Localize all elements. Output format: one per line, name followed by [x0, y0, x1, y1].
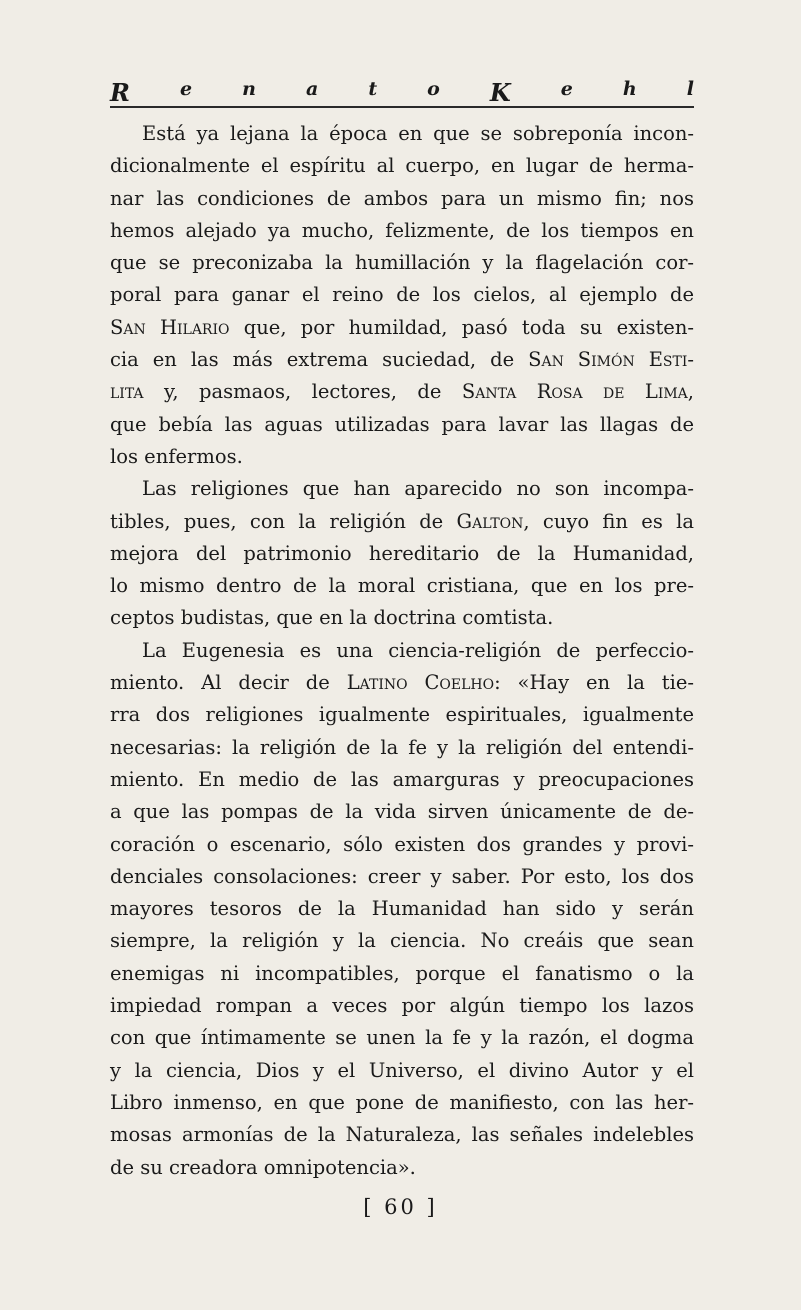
- text-line: [110, 247, 694, 279]
- text-line: [110, 506, 694, 538]
- text-line: [110, 1119, 694, 1151]
- text-line: [110, 699, 694, 731]
- text-line: [110, 893, 694, 925]
- text-line: [110, 118, 694, 150]
- text-run: a que las pompas de la vida sirven únicamente de de-: [110, 800, 694, 824]
- text-run: tibles, pues, con la religión de: [110, 509, 457, 533]
- proper-name: lita: [110, 380, 144, 404]
- text-run: que se preconizaba la humillación y la flagelación cor-: [110, 251, 694, 275]
- text-run: hemos alejado ya mucho, felizmente, de los tiempos en: [110, 218, 694, 242]
- text-line: [110, 732, 694, 764]
- text-run: La Eugenesia es una ciencia-religión de perfeccio-: [142, 638, 694, 662]
- text-line: [110, 796, 694, 828]
- proper-name: Latino Coelho: [346, 671, 495, 695]
- text-run: y, pasmaos, lectores, de: [143, 380, 462, 404]
- text-line: [110, 1055, 694, 1087]
- running-head-letter: n: [242, 78, 256, 100]
- text-line: [110, 861, 694, 893]
- text-run: mayores tesoros de la Humanidad han sido y serán: [110, 897, 694, 921]
- running-head-letter: e: [560, 78, 573, 100]
- body-text: [110, 118, 694, 1184]
- text-line: [110, 376, 694, 408]
- text-run: mosas armonías de la Naturaleza, las señales indelebles: [110, 1123, 694, 1147]
- text-line: [110, 473, 694, 505]
- text-line: [110, 538, 694, 570]
- text-line: [110, 409, 694, 441]
- text-run: Está ya lejana la época en que se sobreponía incon-: [142, 122, 694, 145]
- text-run: que, por humildad, pasó toda su existen-: [229, 315, 694, 339]
- running-head-letter: l: [686, 78, 694, 100]
- text-run: , cuyo fin es la: [523, 509, 694, 533]
- running-head: [110, 78, 694, 107]
- page-number: [ 60 ]: [363, 1195, 438, 1219]
- text-line: [110, 215, 694, 247]
- text-line: [110, 570, 694, 602]
- text-run: coración o escenario, sólo existen dos grandes y provi-: [110, 832, 694, 856]
- running-head-letter: t: [368, 78, 378, 100]
- running-head-letter: e: [179, 78, 193, 100]
- running-head-letter: o: [427, 78, 440, 100]
- proper-name: Santa Rosa de Lima: [461, 380, 688, 404]
- text-line: [110, 312, 694, 344]
- text-run: denciales consolaciones: creer y saber. Por esto, los dos: [110, 864, 694, 888]
- header-rule: [110, 106, 694, 108]
- text-run: ceptos budistas, que en la doctrina comtista.: [110, 606, 554, 630]
- text-run: miento. Al decir de: [110, 671, 347, 695]
- text-run: mejora del patrimonio hereditario de la Humanidad,: [110, 541, 694, 565]
- text-run: nar las condiciones de ambos para un mismo fin; nos: [110, 186, 694, 210]
- text-run: cia en las más extrema suciedad, de: [110, 348, 529, 372]
- text-run: ,: [687, 380, 694, 404]
- text-run: lo mismo dentro de la moral cristiana, que en los pre-: [110, 574, 694, 598]
- proper-name: Galton: [456, 509, 524, 533]
- proper-name: San Simón Esti-: [528, 348, 694, 372]
- text-run: siempre, la religión y la ciencia. No creáis que sean: [110, 929, 694, 953]
- text-line: [110, 602, 694, 634]
- text-line: [110, 279, 694, 311]
- text-run: Libro inmenso, en que pone de manifiesto, con las her-: [110, 1090, 694, 1114]
- text-line: [110, 764, 694, 796]
- text-line: [110, 925, 694, 957]
- text-run: que bebía las aguas utilizadas para lavar las llagas de: [110, 412, 694, 436]
- running-head-letter: K: [489, 78, 511, 107]
- text-run: con que íntimamente se unen la fe y la razón, el dogma: [110, 1026, 694, 1050]
- text-run: los enfermos.: [110, 444, 243, 468]
- text-line: [110, 667, 694, 699]
- proper-name: San Hilario: [110, 315, 230, 339]
- text-run: enemigas ni incompatibles, porque el fanatismo o la: [110, 961, 694, 985]
- text-run: y la ciencia, Dios y el Universo, el divino Autor y el: [110, 1058, 694, 1082]
- text-run: dicionalmente el espíritu al cuerpo, en lugar de herma-: [110, 154, 694, 178]
- text-line: [110, 829, 694, 861]
- text-line: [110, 1087, 694, 1119]
- text-run: poral para ganar el reino de los cielos, al ejemplo de: [110, 283, 694, 307]
- text-line: [110, 635, 694, 667]
- text-line: [110, 150, 694, 182]
- text-line: [110, 1022, 694, 1054]
- text-run: impiedad rompan a veces por algún tiempo los lazos: [110, 994, 694, 1018]
- running-head-letter: R: [110, 78, 130, 107]
- text-line: [110, 990, 694, 1022]
- text-run: : «Hay en la tie-: [494, 671, 694, 695]
- text-line: [110, 344, 694, 376]
- running-head-letter: h: [622, 78, 637, 100]
- text-line: [110, 958, 694, 990]
- text-line: [110, 183, 694, 215]
- text-run: miento. En medio de las amarguras y preocupaciones: [110, 767, 694, 791]
- text-line: [110, 1152, 694, 1184]
- running-head-letter: a: [305, 78, 319, 100]
- text-run: rra dos religiones igualmente espirituales, igualmente: [110, 703, 694, 727]
- text-run: Las religiones que han aparecido no son incompa-: [142, 477, 694, 501]
- text-line: [110, 441, 694, 473]
- text-run: necesarias: la religión de la fe y la religión del entendi-: [110, 735, 694, 759]
- text-run: de su creadora omnipotencia».: [110, 1155, 416, 1179]
